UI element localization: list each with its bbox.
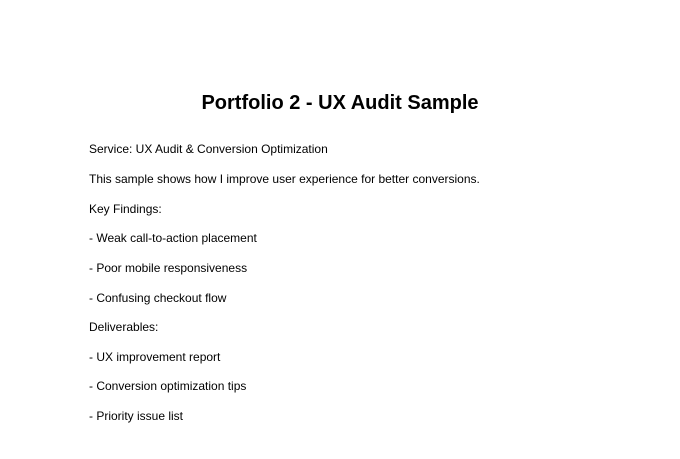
document-title: Portfolio 2 - UX Audit Sample xyxy=(201,92,479,114)
finding-item: - Confusing checkout flow xyxy=(89,291,227,305)
deliverable-item: - UX improvement report xyxy=(89,350,221,364)
finding-item: - Poor mobile responsiveness xyxy=(89,261,248,275)
deliverable-item: - Priority issue list xyxy=(89,409,184,423)
findings-heading: Key Findings: xyxy=(89,202,162,216)
service-line: Service: UX Audit & Conversion Optimization xyxy=(89,142,328,156)
deliverable-item: - Conversion optimization tips xyxy=(89,379,247,393)
finding-item: - Weak call-to-action placement xyxy=(89,231,257,245)
deliverables-heading: Deliverables: xyxy=(89,320,159,334)
intro-paragraph: This sample shows how I improve user experience for better conversions. xyxy=(89,172,480,186)
